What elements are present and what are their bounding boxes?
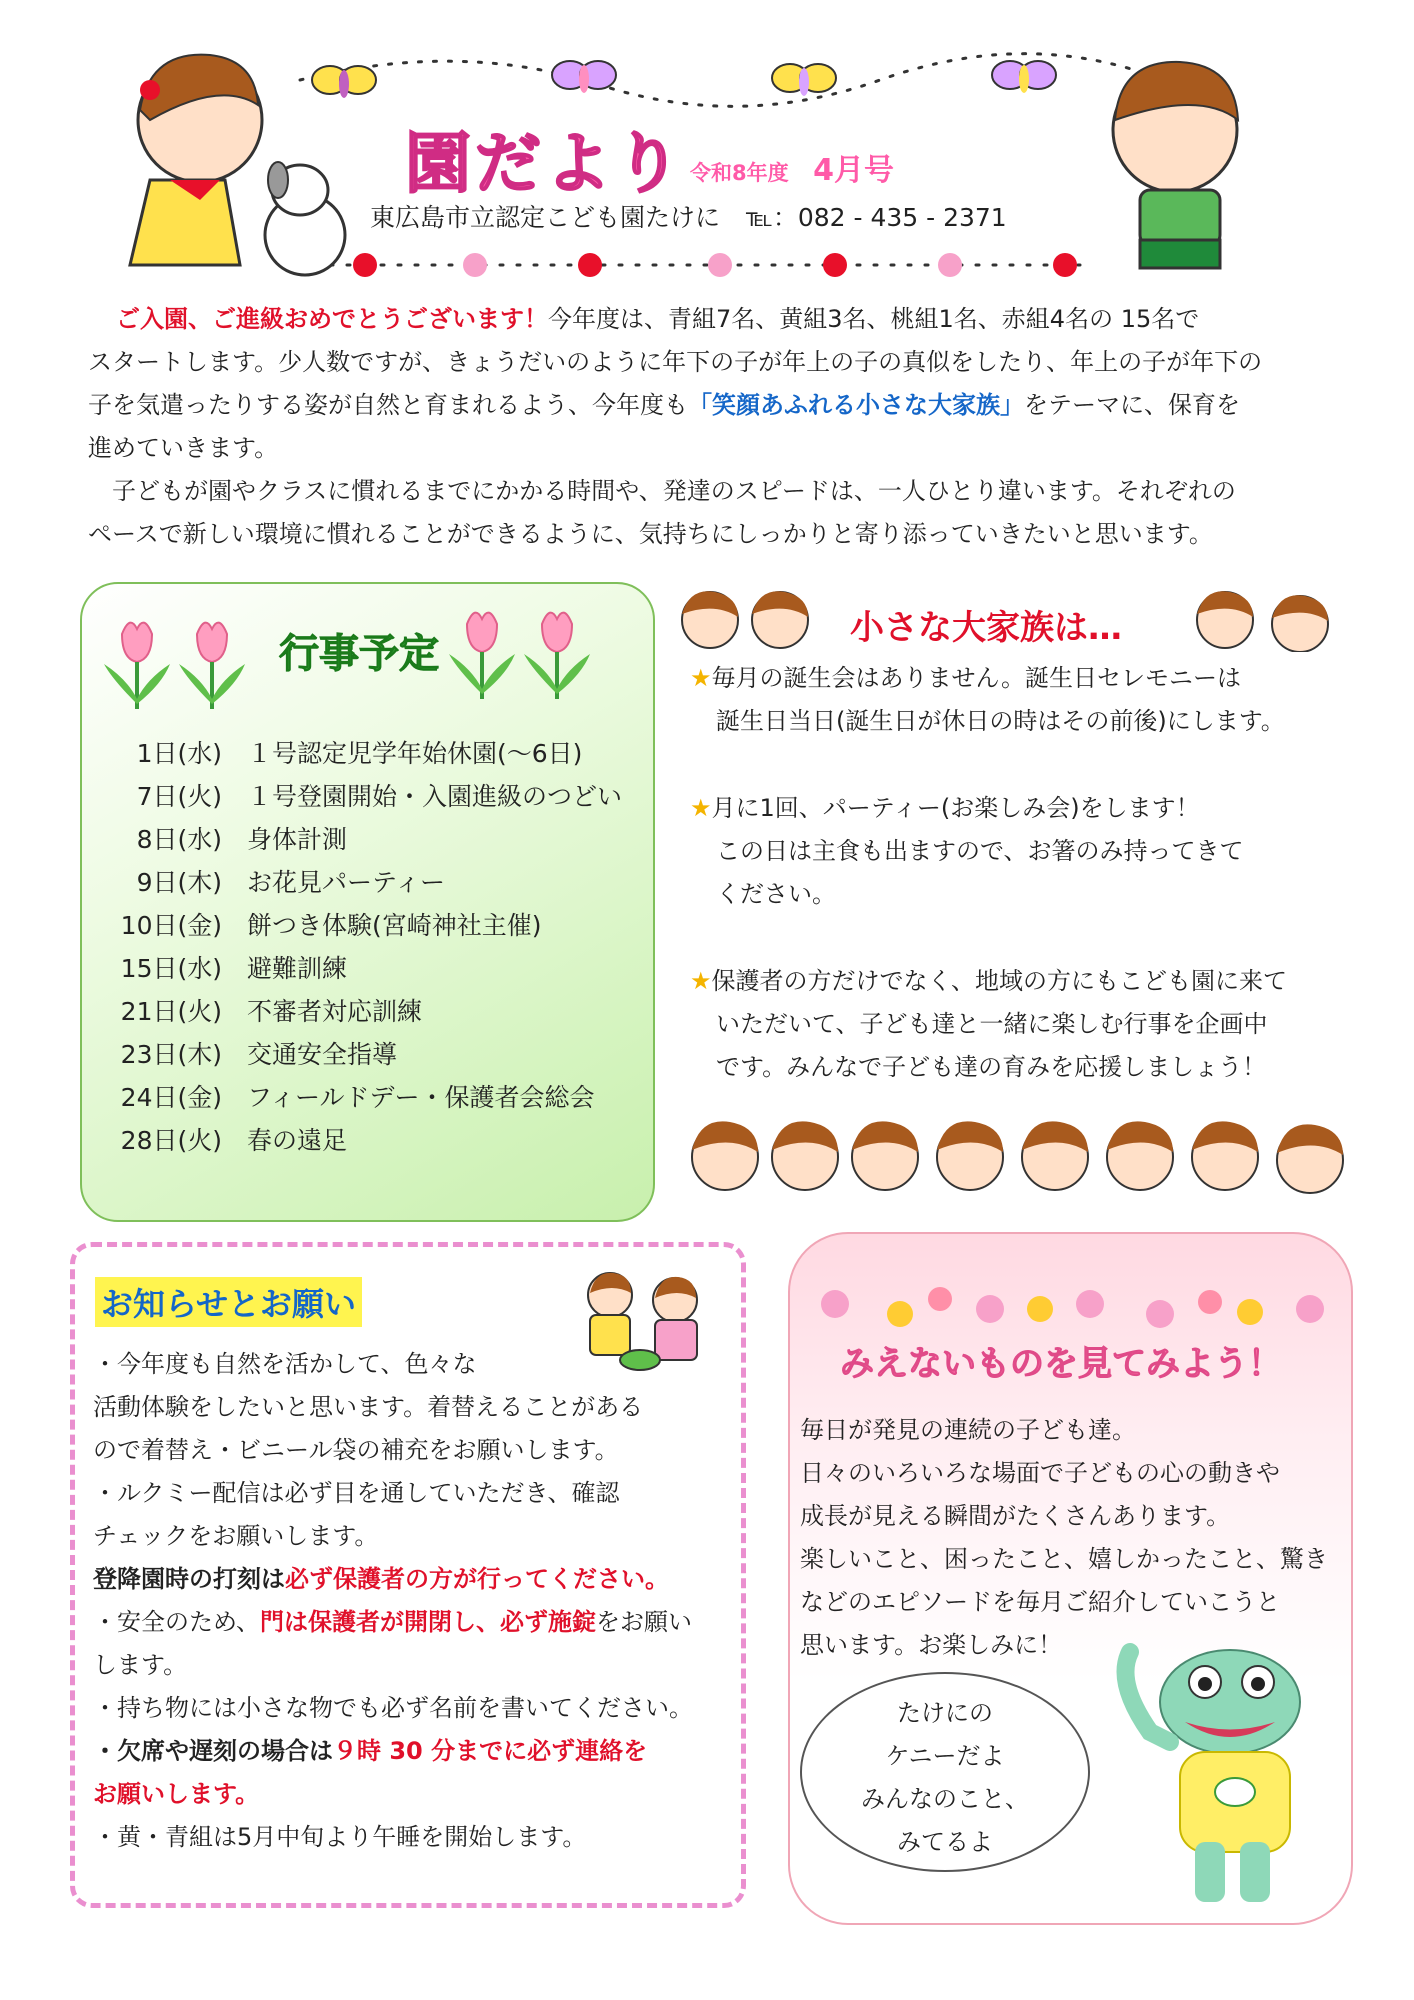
speech-bubble-text: たけにの ケニーだよ みんなのこと、 みてるよ <box>861 1699 1029 1856</box>
family-item: ★月に1回、パーティー(お楽しみ会)をします！ この日は主食も出ますので、お箸のみ持ってきて ください。 <box>690 794 1244 908</box>
tulip-icon <box>104 623 170 709</box>
events-list <box>107 732 622 1162</box>
face-icon <box>682 591 738 648</box>
list-item: 9日(木) お花見パーティー <box>136 868 446 897</box>
face-icon <box>852 1121 918 1190</box>
school-info <box>370 198 1007 234</box>
family-item: ★保護者の方だけでなく、地域の方にもこども園に来て いただいて、子ども達と一緒に楽しむ行事を企画中 です。みんなで子ども達の育みを応援しましょう！ <box>690 967 1288 1081</box>
list-item: 28日(火) 春の遠足 <box>120 1126 348 1155</box>
face-icon <box>1277 1124 1343 1193</box>
family-heading: 小さな大家族は… <box>850 608 1122 648</box>
family-section <box>670 582 1370 1222</box>
dog-illustration <box>265 162 345 275</box>
family-item: ★毎月の誕生会はありません。誕生日セレモニーは 誕生日当日(誕生日が休日の時はその前後)にします。 <box>690 664 1285 735</box>
mienai-text: 毎日が発見の連続の子ども達。 日々のいろいろな場面で子どもの心の動きや 成長が見える瞬間がたくさんあります。 楽しいこと、困ったこと、嬉しかったこと、驚き などのエピソードを毎月ご紹介していこうと 思います。お楽しみに！ <box>800 1416 1328 1659</box>
frog-puppet-illustration <box>1110 1642 1350 1912</box>
list-item: 8日(水) 身体計測 <box>136 825 348 854</box>
intro-line: スタートします。少人数ですが、きょうだいのように年下の子が年上の子の真似をしたり、年上の子が年下の <box>88 348 1263 376</box>
intro-line: ペースで新しい環境に慣れることができるように、気持ちにしっかりと寄り添っていきたいと思います。 <box>88 520 1213 548</box>
tulip-icon <box>524 613 590 699</box>
list-item: 21日(火) 不審者対応訓練 <box>120 997 423 1026</box>
list-item: 10日(金) 餅つき体験(宮崎神社主催) <box>120 911 542 940</box>
kids-faces-bottom <box>670 1112 1370 1202</box>
face-icon <box>1107 1121 1173 1190</box>
tel-label: ℡： <box>745 203 798 232</box>
intro-line: ご入園、ご進級おめでとうございます！今年度は、青組7名、黄組3名、桃組1名、赤組4名の 15名で <box>116 305 1200 333</box>
butterfly-icon <box>552 61 616 93</box>
girl-illustration <box>130 55 262 265</box>
intro-line: 子どもが園やクラスに慣れるまでにかかる時間や、発達のスピードは、一人ひとり違います。それぞれの <box>88 477 1236 505</box>
butterfly-icon <box>992 61 1056 93</box>
flower-row <box>790 1274 1355 1344</box>
face-icon <box>937 1121 1003 1190</box>
boy-illustration <box>1113 62 1238 268</box>
face-icon <box>692 1121 758 1190</box>
header <box>0 0 1414 300</box>
notice-heading: お知らせとお願い <box>95 1277 362 1327</box>
butterfly-icon <box>772 64 836 96</box>
school-name: 東広島市立認定こども園たけに <box>370 203 721 232</box>
face-icon <box>1022 1121 1088 1190</box>
list-item: 23日(木) 交通安全指導 <box>120 1040 398 1069</box>
events-heading: 行事予定 <box>279 631 439 677</box>
butterfly-icon <box>312 66 376 98</box>
era-year: 令和8年度 <box>690 161 789 185</box>
greeting-highlight: ご入園、ご進級おめでとうございます！ <box>116 305 548 333</box>
star-icon: ★ <box>690 794 712 822</box>
list-item: 15日(水) 避難訓練 <box>120 954 348 983</box>
list-item: 24日(金) フィールドデー・保護者会総会 <box>120 1083 595 1112</box>
notice-text: ・今年度も自然を活かして、色々な 活動体験をしたいと思います。着替えることがある ので着替え・ビニール袋の補充をお願いします。 ・ルクミー配信は必ず目を通していただき、確認 チェックをお願いします。 登降園時の打刻は必ず保護者の方が行ってください。 ・安全のため、門は保護者が開閉し、必ず施錠をお願い します。 ・持ち物には小さな物でも必ず名前を書いてください。 ・欠席や遅刻の場合は９時 30 分までに必ず連絡を お願いします。 ・黄・青組は5月中旬より午睡を開始します。 <box>93 1350 693 1851</box>
tulip-icon <box>449 613 515 699</box>
list-item: 7日(火) １号登園開始・入園進級のつどい <box>136 782 623 811</box>
face-icon <box>772 1121 838 1190</box>
issue-month: 4月号 <box>813 153 894 188</box>
list-item: 1日(水) １号認定児学年始休園(～6日) <box>136 739 583 768</box>
star-icon: ★ <box>690 664 712 692</box>
tulip-icon <box>179 623 245 709</box>
intro-line: 子を気遣ったりする姿が自然と育まれるよう、今年度も「笑顔あふれる小さな大家族」をテーマに、保育を <box>88 391 1240 419</box>
notice-box <box>70 1242 746 1908</box>
face-icon <box>1192 1121 1258 1190</box>
mienai-heading: みえないものを見てみよう！ <box>840 1344 1282 1384</box>
intro-section <box>88 298 1328 556</box>
theme-highlight: 「笑顔あふれる小さな大家族」 <box>688 391 1024 419</box>
face-icon <box>752 591 808 648</box>
star-icon: ★ <box>690 967 712 995</box>
page-title: 園だより <box>405 125 685 202</box>
events-box <box>80 582 655 1222</box>
issue-label <box>690 145 894 189</box>
intro-line: 進めていきます。 <box>88 434 279 462</box>
face-icon <box>1272 595 1328 652</box>
tel-number: 082 - 435 - 2371 <box>797 203 1007 232</box>
face-icon <box>1197 591 1253 648</box>
